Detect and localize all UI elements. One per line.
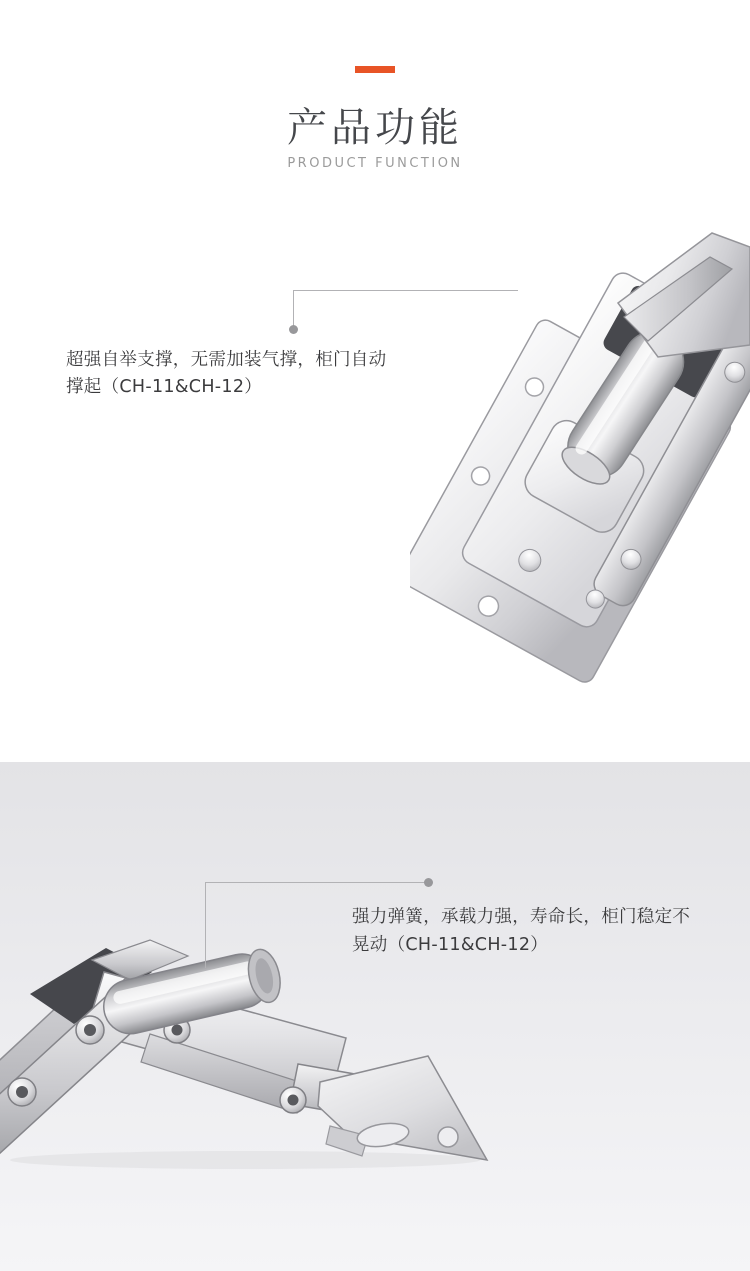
callout-2-dot: [424, 878, 433, 887]
feature-line: 强力弹簧，承载力强，寿命长，柜门稳定不: [352, 907, 691, 927]
callout-2-horizontal-line: [205, 882, 425, 883]
feature-line: 撑起（CH-11&CH-12）: [66, 377, 263, 397]
closed-spring-hinge-photo: [410, 225, 750, 715]
page-title: 产品功能: [287, 105, 463, 151]
open-spring-hinge-photo: [0, 930, 500, 1175]
callout-1-vertical-line: [293, 290, 294, 327]
feature-text-strong-spring: [352, 903, 690, 959]
callout-1-horizontal-line: [293, 290, 518, 291]
feature-text-auto-lift: [66, 347, 386, 401]
page-subtitle: PRODUCT FUNCTION: [287, 156, 463, 171]
callout-1-dot: [289, 325, 298, 334]
feature-line: 超强自举支撑，无需加装气撑，柜门自动: [66, 350, 387, 370]
accent-bar: [355, 66, 395, 73]
callout-2-vertical-line: [205, 882, 206, 968]
feature-line: 晃动（CH-11&CH-12）: [352, 935, 549, 955]
